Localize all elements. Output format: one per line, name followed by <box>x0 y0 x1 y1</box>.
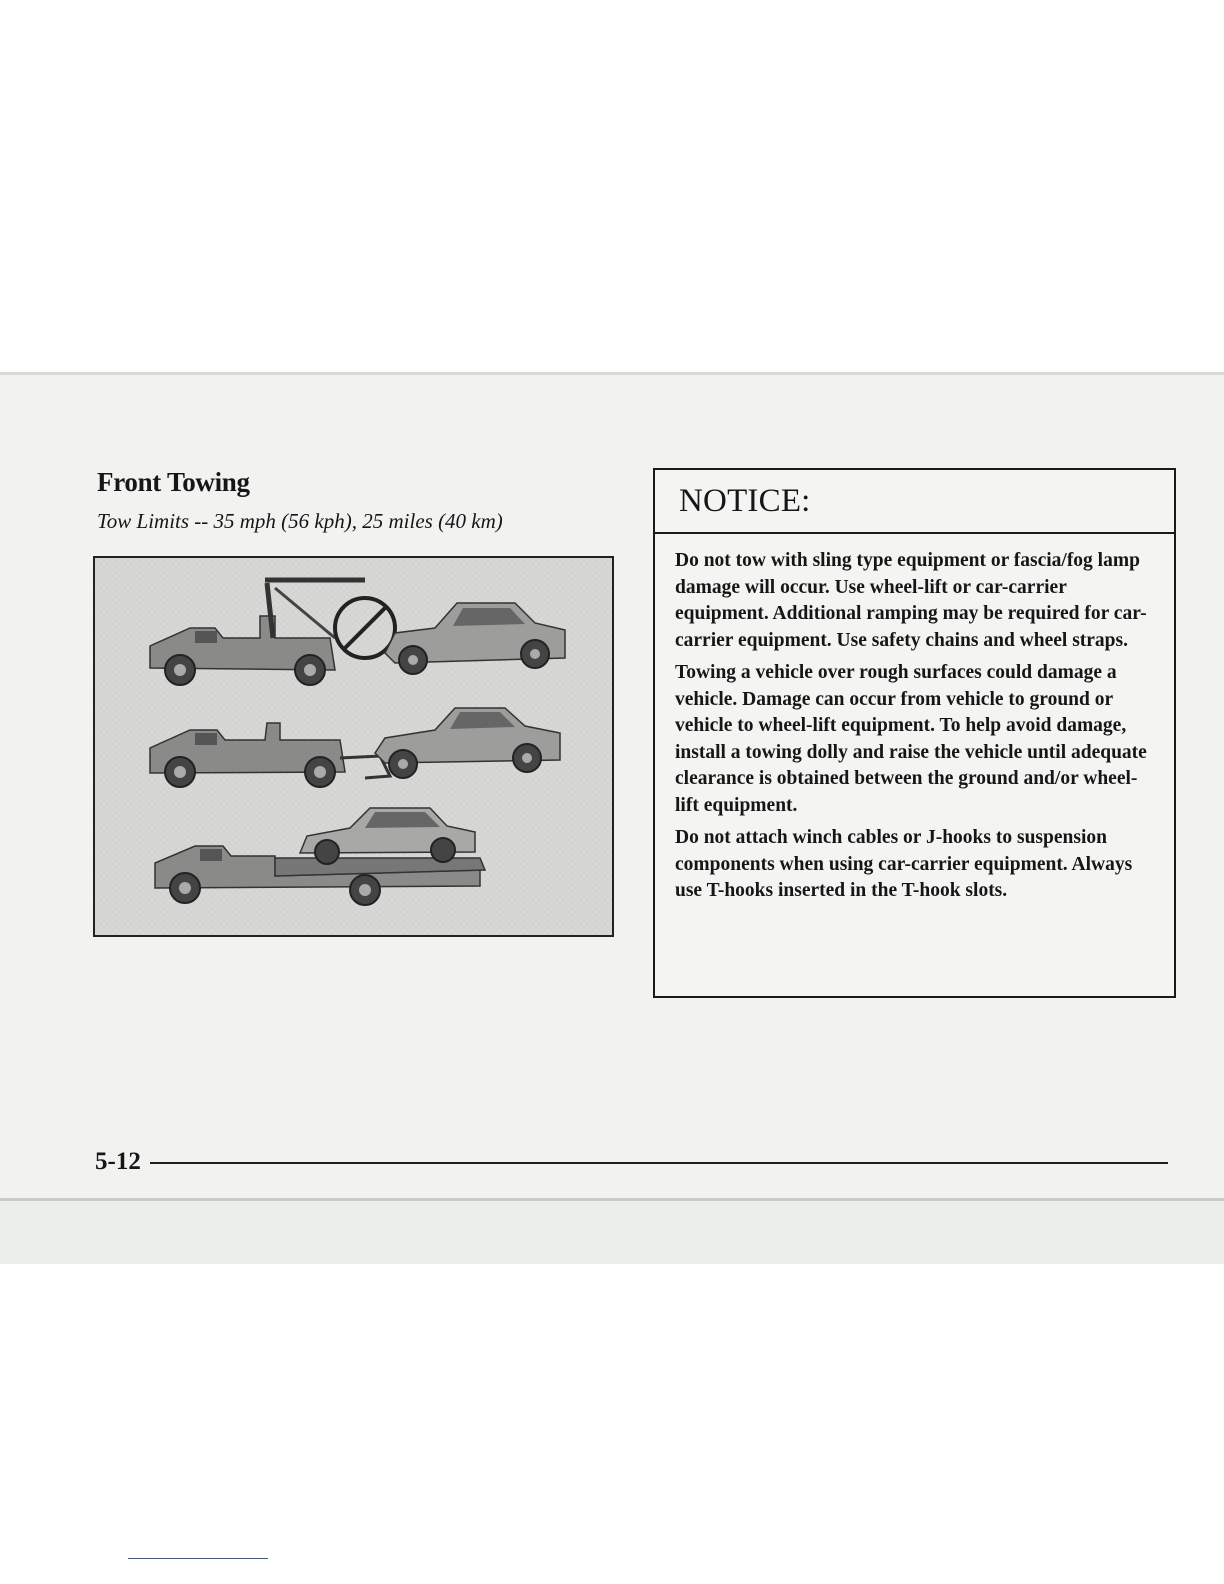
notice-title: NOTICE: <box>679 482 811 519</box>
towing-illustration <box>93 556 614 937</box>
tow-limits-text: Tow Limits -- 35 mph (56 kph), 25 miles (40 km) <box>97 509 503 533</box>
notice-paragraph: Towing a vehicle over rough surfaces could damage a vehicle. Damage can occur from vehicle to ground or vehicle to wheel-lift equipment. To help avoid damage, install a towing dolly and raise the vehicle until adequate clearance is obtained between the ground and/or wheel-lift equipment. <box>675 662 1147 816</box>
page-number: 5-12 <box>95 1148 141 1175</box>
band-top-edge <box>0 372 1224 375</box>
notice-body <box>655 534 1174 905</box>
section-title: Front Towing <box>97 467 250 497</box>
footer-rule <box>150 1162 1168 1164</box>
band-bottom-edge <box>0 1198 1224 1201</box>
notice-box <box>653 468 1176 998</box>
notice-paragraph: Do not tow with sling type equipment or fascia/fog lamp damage will occur. Use wheel-lift or car-carrier equipment. Additional ramping may be required for car-carrier equipment. Use safety chains and wheel straps. <box>675 550 1147 651</box>
notice-paragraph: Do not attach winch cables or J-hooks to suspension components when using car-carrier equipment. Always use T-hooks inserted in the T-hook slots. <box>675 827 1133 901</box>
band-bottom-strip <box>0 1198 1224 1264</box>
notice-header <box>655 470 1174 534</box>
bottom-underline-mark <box>128 1558 268 1559</box>
